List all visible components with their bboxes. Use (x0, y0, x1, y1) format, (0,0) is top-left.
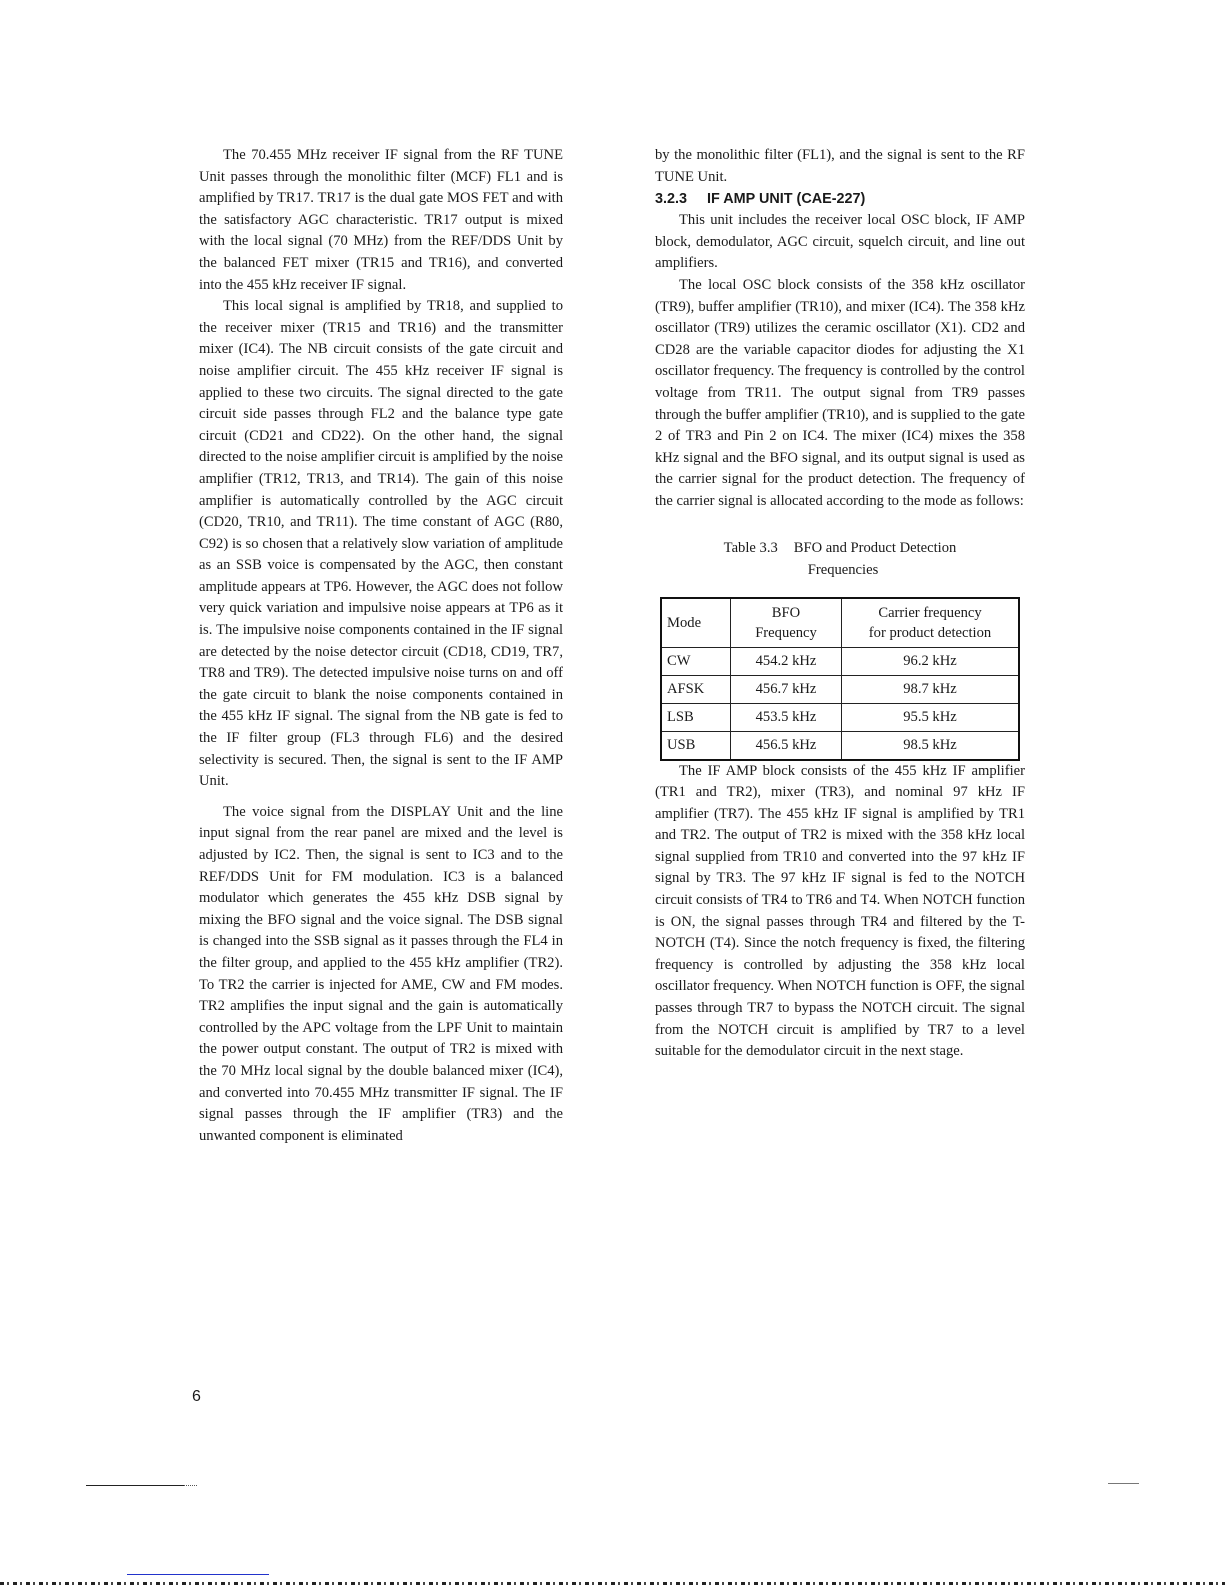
paragraph-continuation: by the monolithic filter (FL1), and the signal is sent to the RF TUNE Unit. (655, 147, 1025, 185)
cell-bfo: 454.2 kHz (731, 647, 842, 675)
footer-rule (86, 1485, 184, 1486)
cell-bfo: 453.5 kHz (731, 703, 842, 731)
cell-mode: USB (661, 731, 731, 760)
cell-carrier: 98.5 kHz (842, 731, 1020, 760)
cell-carrier: 98.7 kHz (842, 675, 1020, 703)
right-column (655, 145, 1025, 1063)
table-caption-title-line2: Frequencies (807, 561, 879, 578)
link-underline (127, 1574, 269, 1575)
table-caption (655, 537, 1025, 581)
paragraph-nb-circuit: This local signal is amplified by TR18, and supplied to the receiver mixer (TR15 and TR16) and the transmitter mixer (IC4). The NB circuit consists of the gate circuit and noise amplifier circuit. The 455 kHz receiver IF signal is applied to these two circuits. The signal directed to the gate circuit side passes through FL2 and the balance type gate circuit (CD21 and CD22). On the other hand, the signal directed to the noise amplifier circuit is amplified by the noise amplifier (TR12, TR13, and TR14). The gain of this noise amplifier is automatically controlled by the AGC circuit (CD20, TR10, and TR11). The time constant of AGC (R80, C92) is so chosen that a relatively slow variation of amplitude as an SSB voice is compensated by the AGC, then constant amplitude appears at TP6. However, the AGC does not follow very quick variation and impulsive noise appears at TP6 as it is. The impulsive noise components contained in the IF signal are detected by the noise detector circuit (CD18, CD19, TR7, TR8 and TR9). The detected impulsive noise turns on and off the gate circuit to blank the noise components contained in the 455 kHz IF signal. The signal from the NB gate is fed to the IF filter group (FL3 through FL6) and the desired selectivity is secured. Then, the signal is sent to the IF AMP Unit. (199, 298, 563, 790)
bfo-frequency-table (660, 597, 1020, 761)
paragraph-local-osc: The local OSC block consists of the 358 kHz oscillator (TR9), buffer amplifier (TR10), and mixer (IC4). The 358 kHz oscillator (TR9) utilizes the ceramic oscillator (X1). CD2 and CD28 are the variable capacitor diodes for adjusting the X1 oscillator frequency. The frequency is controlled by the control voltage from TR11. The output signal from TR9 passes through the buffer amplifier (TR10), and is supplied to the gate 2 of TR3 and Pin 2 on IC4. The mixer (IC4) mixes the 358 kHz signal and the BFO signal, and its output signal is used as the carrier signal for the product detection. The frequency of the carrier signal is allocated according to the mode as follows: (655, 276, 1025, 509)
paragraph-unit-overview: This unit includes the receiver local OSC block, IF AMP block, demodulator, AGC circuit, squelch circuit, and line out amplifiers. (655, 212, 1025, 272)
cell-carrier: 96.2 kHz (842, 647, 1020, 675)
header-bfo-line1: BFO (771, 604, 801, 621)
table-caption-label: Table 3.3 (723, 539, 778, 556)
header-mode: Mode (661, 598, 731, 648)
cell-mode: LSB (661, 703, 731, 731)
table-row (661, 647, 1019, 675)
header-carrier (842, 598, 1020, 648)
cell-mode: CW (661, 647, 731, 675)
cell-mode: AFSK (661, 675, 731, 703)
cell-bfo: 456.5 kHz (731, 731, 842, 760)
header-bfo (731, 598, 842, 648)
table-caption-title: BFO and Product Detection (793, 539, 957, 556)
left-column (199, 145, 563, 1147)
footer-rule-right (1108, 1483, 1139, 1484)
header-carrier-line2: for product detection (868, 624, 992, 641)
section-title: IF AMP UNIT (CAE-227) (707, 191, 866, 208)
footer-rule-dots (184, 1485, 197, 1486)
cell-carrier: 95.5 kHz (842, 703, 1020, 731)
header-carrier-line1: Carrier frequency (878, 604, 982, 621)
cell-bfo: 456.7 kHz (731, 675, 842, 703)
header-bfo-line2: Frequency (755, 624, 817, 641)
table-row (661, 675, 1019, 703)
section-number: 3.2.3 (655, 191, 688, 208)
paragraph-rf-if-signal: The 70.455 MHz receiver IF signal from the RF TUNE Unit passes through the monolithic filter (MCF) FL1 and is amplified by TR17. TR17 is the dual gate MOS FET and with the satisfactory AGC characteristic. TR17 output is mixed with the local signal (70 MHz) from the REF/DDS Unit by the balanced FET mixer (TR15 and TR16), and converted into the 455 kHz receiver IF signal. (199, 147, 563, 293)
page-number: 6 (192, 1388, 201, 1405)
table-row (661, 731, 1019, 760)
table-header-row (661, 598, 1019, 648)
paragraph-voice-signal: The voice signal from the DISPLAY Unit and the line input signal from the rear panel are mixed and the level is adjusted by IC2. Then, the signal is sent to IC3 and to the REF/DDS Unit for FM modulation. IC3 is a balanced modulator which generates the 455 kHz DSB signal by mixing the BFO signal and the voice signal. The DSB signal is changed into the SSB signal as it passes through the FL4 in the filter group, and applied to the 455 kHz amplifier (TR2). To TR2 the carrier is injected for AME, CW and FM modes. TR2 amplifies the input signal and the gain is automatically controlled by the APC voltage from the LPF Unit to maintain the power output constant. The output of TR2 is mixed with the 70 MHz local signal by the double balanced mixer (IC4), and converted into 70.455 MHz transmitter IF signal. The IF signal passes through the IF amplifier (TR3) and the unwanted component is eliminated (199, 803, 563, 1144)
table-row (661, 703, 1019, 731)
section-heading (655, 188, 1025, 210)
paragraph-if-amp-block: The IF AMP block consists of the 455 kHz IF amplifier (TR1 and TR2), mixer (TR3), and nominal 97 kHz IF amplifier (TR7). The 455 kHz IF signal is amplified by TR1 and TR2. The output of TR2 is mixed with the 358 kHz local signal supplied from TR10 and converted into the 97 kHz IF signal by TR3. The 97 kHz IF signal is fed to the NOTCH circuit consists of TR4 to TR6 and T4. When NOTCH function is ON, the signal passes through TR4 and filtered by the T-NOTCH (T4). Since the notch frequency is fixed, the filtering frequency is controlled by adjusting the 358 kHz local oscillator frequency. When NOTCH function is OFF, the signal passes through TR7 to bypass the NOTCH circuit. The signal from the NOTCH circuit is amplified by TR7 to a level suitable for the demodulator circuit in the next stage. (655, 762, 1025, 1060)
